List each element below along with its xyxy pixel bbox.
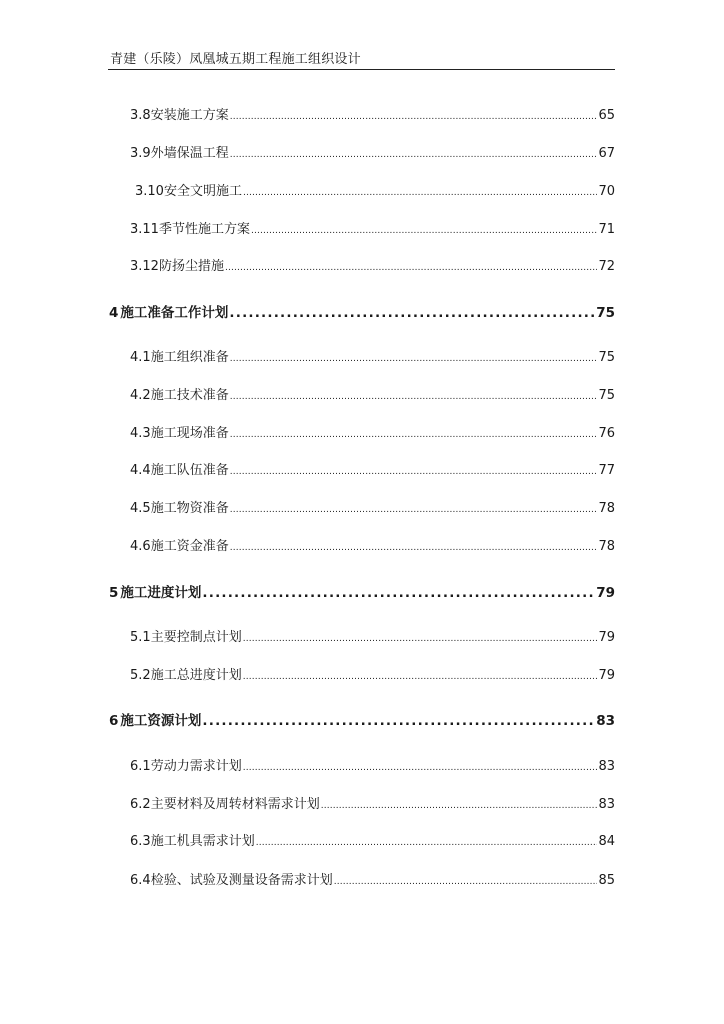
toc-entry-number: 4 [109, 305, 119, 321]
toc-entry-number: 6.2 [130, 797, 151, 812]
toc-entry-number: 4.6 [130, 539, 151, 554]
toc-dot-leader [230, 388, 598, 405]
toc-page-number: 79 [596, 585, 615, 601]
toc-entry-title: 劳动力需求计划 [150, 759, 242, 774]
toc-page-number: 67 [598, 146, 615, 161]
toc-section-entry[interactable] [130, 259, 615, 276]
toc-page-number: 76 [598, 426, 615, 441]
toc-entry-number: 3.8 [130, 108, 151, 123]
toc-page-number: 79 [598, 668, 615, 683]
toc-dot-leader [256, 834, 598, 851]
toc-entry-number: 4.3 [130, 426, 151, 441]
toc-dot-leader [230, 539, 598, 556]
toc-entry-number: 3.9 [130, 146, 151, 161]
toc-entry-title: 安全文明施工 [163, 184, 242, 199]
toc-entry-number: 4.4 [130, 463, 151, 478]
toc-section-entry[interactable] [130, 108, 615, 125]
toc-page-number: 75 [598, 350, 615, 365]
toc-dot-leader [243, 630, 598, 647]
toc-entry-number: 6 [109, 713, 119, 729]
toc-entry-title: 检验、试验及测量设备需求计划 [150, 873, 333, 888]
toc-dot-leader [321, 797, 598, 814]
toc-entry-title: 施工技术准备 [150, 388, 229, 403]
toc-dot-leader [334, 873, 598, 890]
toc-dot-leader [230, 463, 598, 480]
toc-entry-number: 5.1 [130, 630, 151, 645]
toc-section-entry[interactable] [130, 630, 615, 647]
toc-dot-leader [243, 184, 597, 201]
toc-page-number: 75 [598, 388, 615, 403]
toc-section-entry[interactable] [130, 834, 615, 851]
toc-dot-leader [230, 108, 598, 125]
toc-entry-title: 施工准备工作计划 [120, 305, 229, 321]
toc-section-entry[interactable] [130, 222, 615, 239]
toc-entry-number: 3.12 [130, 259, 159, 274]
toc-entry-number: 3.10 [135, 184, 164, 199]
toc-dot-leader [202, 713, 595, 730]
toc-dot-leader [230, 501, 598, 518]
toc-entry-number: 5 [109, 585, 119, 601]
toc-entry-title: 施工现场准备 [150, 426, 229, 441]
toc-page-number: 83 [596, 713, 615, 729]
toc-page-number: 78 [598, 539, 615, 554]
toc-chapter-entry[interactable] [109, 713, 615, 730]
toc-page-number: 84 [598, 834, 615, 849]
toc-page-number: 83 [598, 797, 615, 812]
toc-entry-title: 防扬尘措施 [158, 259, 224, 274]
toc-entry-title: 外墙保温工程 [150, 146, 229, 161]
toc-entry-title: 施工物资准备 [150, 501, 229, 516]
toc-entry-title: 施工进度计划 [120, 585, 202, 601]
toc-page-number: 75 [596, 305, 615, 321]
page-header-title: 青建（乐陵）凤凰城五期工程施工组织设计 [110, 52, 361, 67]
toc-page-number: 65 [598, 108, 615, 123]
toc-entry-number: 6.4 [130, 873, 151, 888]
toc-entry-title: 施工组织准备 [150, 350, 229, 365]
toc-section-entry[interactable] [130, 388, 615, 405]
toc-entry-title: 施工资金准备 [150, 539, 229, 554]
toc-page-number: 77 [598, 463, 615, 478]
toc-entry-number: 4.5 [130, 501, 151, 516]
toc-entry-title: 施工机具需求计划 [150, 834, 255, 849]
toc-section-entry[interactable] [130, 873, 615, 890]
toc-entry-title: 主要材料及周转材料需求计划 [150, 797, 320, 812]
toc-page-number: 71 [598, 222, 615, 237]
toc-section-entry[interactable] [130, 797, 615, 814]
toc-dot-leader [230, 350, 598, 367]
toc-entry-number: 4.2 [130, 388, 151, 403]
toc-page-number: 83 [598, 759, 615, 774]
toc-entry-number: 5.2 [130, 668, 151, 683]
toc-section-entry[interactable] [130, 759, 615, 776]
toc-page-number: 70 [598, 184, 615, 199]
toc-dot-leader [229, 305, 595, 322]
toc-dot-leader [243, 668, 598, 685]
toc-dot-leader [225, 259, 597, 276]
toc-entry-title: 施工资源计划 [120, 713, 202, 729]
toc-entry-title: 安装施工方案 [150, 108, 229, 123]
toc-dot-leader [230, 426, 598, 443]
toc-entry-title: 施工总进度计划 [150, 668, 242, 683]
toc-page-number: 72 [598, 259, 615, 274]
toc-entry-number: 6.3 [130, 834, 151, 849]
toc-dot-leader [243, 759, 598, 776]
toc-section-entry[interactable] [130, 539, 615, 556]
toc-entry-title: 主要控制点计划 [150, 630, 242, 645]
toc-page-number: 85 [598, 873, 615, 888]
toc-entry-title: 季节性施工方案 [158, 222, 250, 237]
header-rule [108, 69, 615, 70]
toc-section-entry[interactable] [130, 501, 615, 518]
toc-dot-leader [202, 585, 595, 602]
toc-section-entry[interactable] [130, 426, 615, 443]
toc-section-entry[interactable] [130, 668, 615, 685]
toc-entry-title: 施工队伍准备 [150, 463, 229, 478]
toc-chapter-entry[interactable] [109, 585, 615, 602]
toc-dot-leader [230, 146, 598, 163]
toc-section-entry[interactable] [130, 146, 615, 163]
toc-chapter-entry[interactable] [109, 305, 615, 322]
toc-entry-number: 3.11 [130, 222, 159, 237]
toc-page-number: 79 [598, 630, 615, 645]
toc-section-entry[interactable] [130, 350, 615, 367]
toc-entry-number: 6.1 [130, 759, 151, 774]
toc-dot-leader [251, 222, 597, 239]
toc-page-number: 78 [598, 501, 615, 516]
toc-section-entry[interactable] [135, 184, 615, 201]
toc-section-entry[interactable] [130, 463, 615, 480]
toc-entry-number: 4.1 [130, 350, 151, 365]
